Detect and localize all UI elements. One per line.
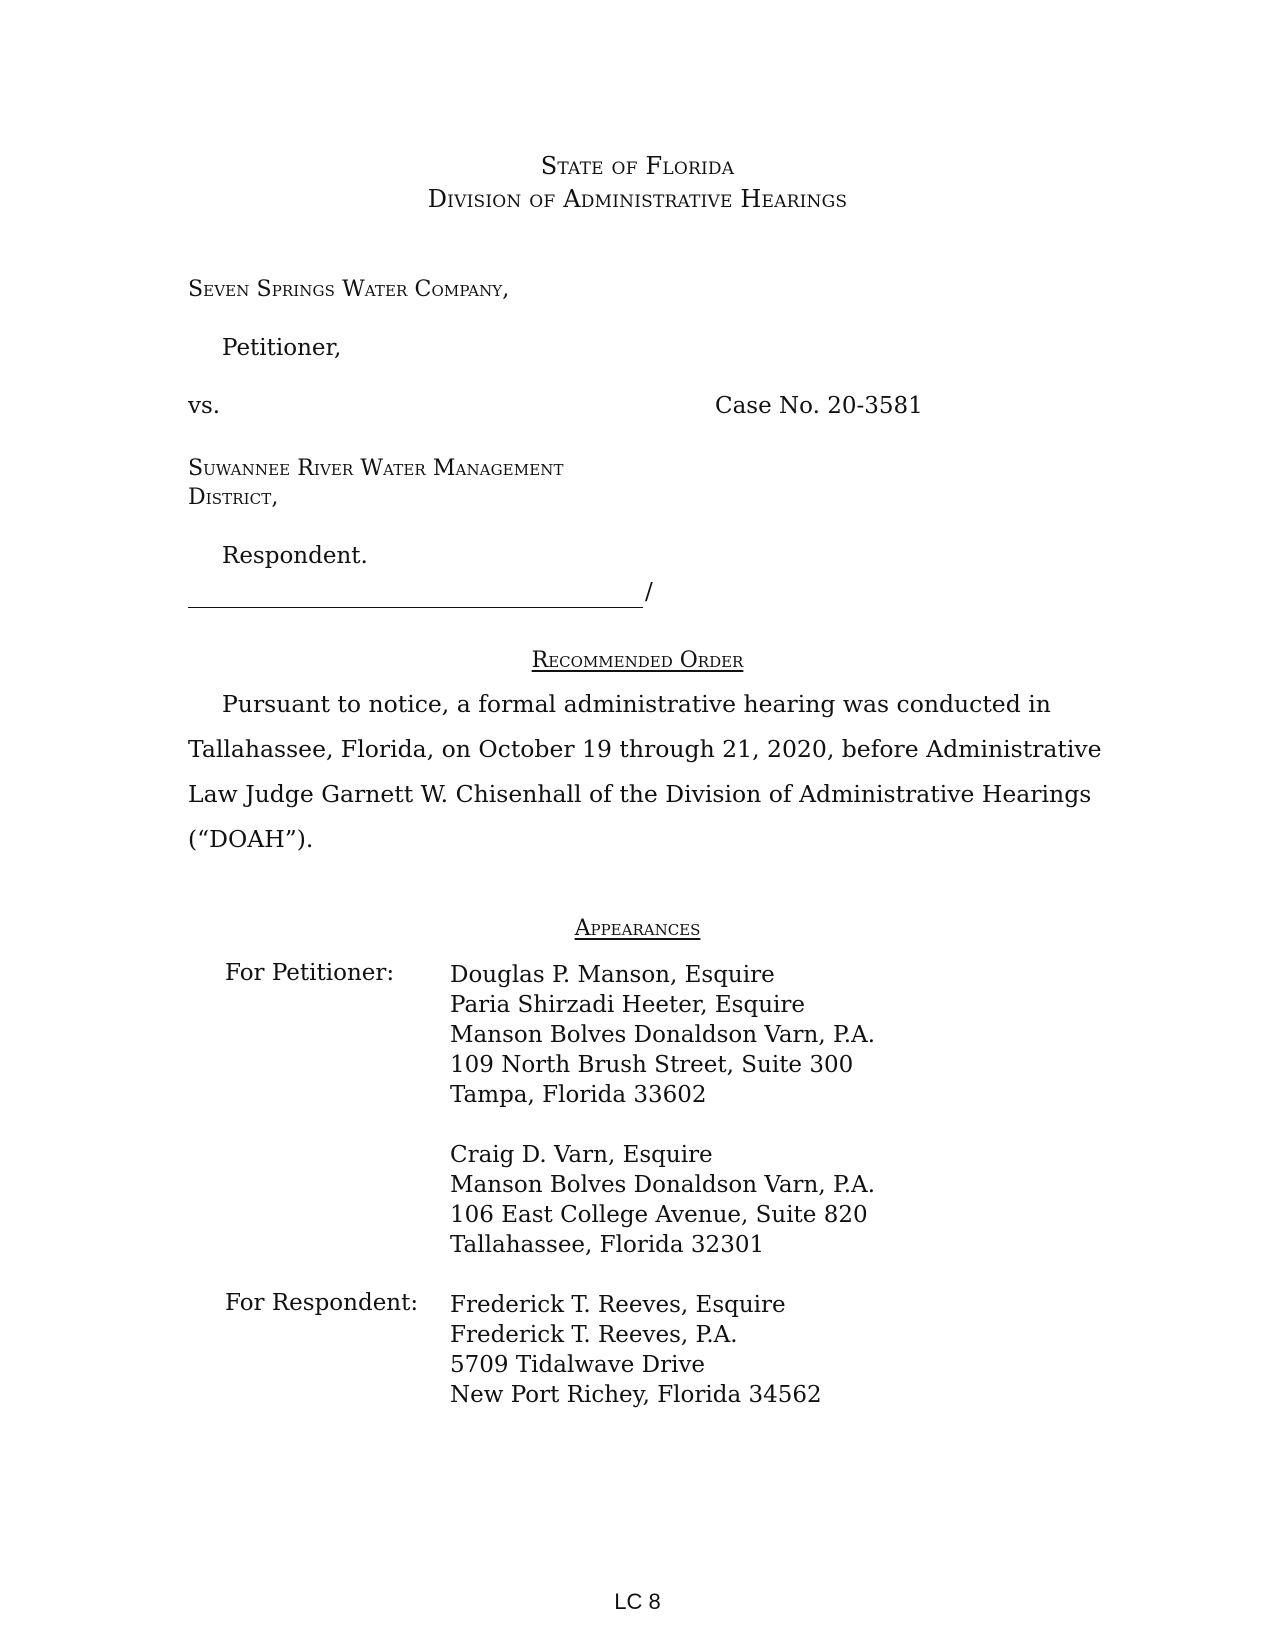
versus-label: vs.: [188, 393, 221, 419]
recommended-order-title-text: Recommended Order: [531, 648, 744, 673]
order-paragraph-line-4: (“DOAH”).: [188, 825, 314, 853]
petitioner-counsel-1-line-4: 109 North Brush Street, Suite 300: [450, 1052, 854, 1078]
respondent-counsel-line-3: 5709 Tidalwave Drive: [450, 1352, 706, 1378]
petitioner-counsel-1-line-5: Tampa, Florida 33602: [450, 1082, 707, 1108]
case-number: Case No. 20-3581: [715, 393, 923, 419]
header-division: Division of Administrative Hearings: [427, 185, 848, 213]
recommended-order-title: [0, 648, 1275, 673]
petitioner-counsel-2-line-1: Craig D. Varn, Esquire: [450, 1142, 713, 1168]
appearances-title: [0, 916, 1275, 941]
respondent-counsel-line-1: Frederick T. Reeves, Esquire: [450, 1292, 786, 1318]
order-paragraph-line-3: Law Judge Garnett W. Chisenhall of the Division of Administrative Hearings: [188, 780, 1092, 808]
respondent-role: Respondent.: [222, 543, 368, 569]
petitioner-counsel-1-line-1: Douglas P. Manson, Esquire: [450, 962, 775, 988]
header-state: State of Florida: [540, 152, 735, 180]
petitioner-role: Petitioner,: [222, 335, 342, 361]
caption-slash: /: [645, 579, 653, 605]
order-paragraph-line-2: Tallahassee, Florida, on October 19 through 21, 2020, before Administrative: [188, 735, 1102, 763]
petitioner-counsel-2-line-2: Manson Bolves Donaldson Varn, P.A.: [450, 1172, 876, 1198]
respondent-appearance-label: For Respondent:: [225, 1290, 419, 1316]
petitioner-counsel-2-line-4: Tallahassee, Florida 32301: [450, 1232, 765, 1258]
petitioner-counsel-1-line-3: Manson Bolves Donaldson Varn, P.A.: [450, 1022, 876, 1048]
appearances-title-text: Appearances: [574, 916, 701, 941]
respondent-counsel-line-4: New Port Richey, Florida 34562: [450, 1382, 822, 1408]
caption-divider: [188, 607, 643, 608]
respondent-counsel-line-2: Frederick T. Reeves, P.A.: [450, 1322, 738, 1348]
petitioner-name: Seven Springs Water Company,: [188, 277, 510, 302]
petitioner-appearance-label: For Petitioner:: [225, 960, 395, 986]
petitioner-counsel-1-line-2: Paria Shirzadi Heeter, Esquire: [450, 992, 805, 1018]
order-paragraph-line-1: Pursuant to notice, a formal administrative hearing was conducted in: [222, 690, 1051, 718]
respondent-name-line1: Suwannee River Water Management: [188, 456, 564, 481]
respondent-name-line2: District,: [188, 485, 279, 510]
page-footer-label: LC 8: [614, 1589, 661, 1614]
petitioner-counsel-2-line-3: 106 East College Avenue, Suite 820: [450, 1202, 868, 1228]
